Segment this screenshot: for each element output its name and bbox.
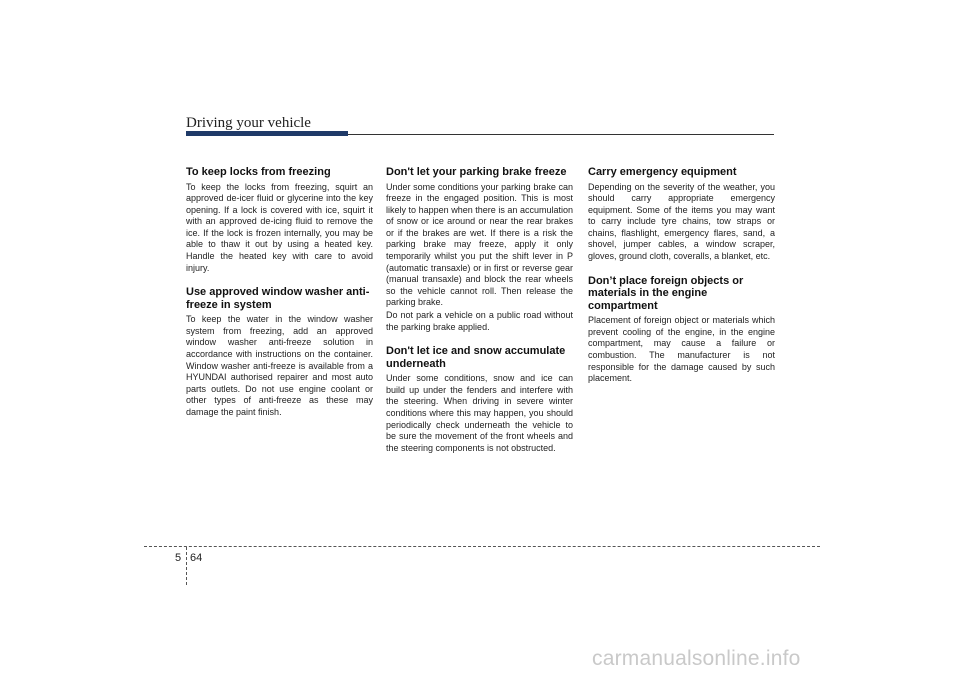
section-body-washer-antifreeze: To keep the water in the window washer system from freezing, add an approved window washer anti-freeze solution in accordance with instructions on the container. Window washer anti-freeze is available from a HYUNDAI authorised repairer and most auto parts outlets. Do not use engine coolant or other types of anti-freeze as these may damage the paint finish. xyxy=(186,314,373,417)
page-number: 64 xyxy=(190,552,203,564)
section-body-emergency-equipment: Depending on the severity of the weather, you should carry appropriate emergency equipment. Some of the items you may want to carry include tyre chains, tow straps or chains, flashlight, emergency flares, sand, a shovel, jumper cables, a window scraper, gloves, ground cloth, coveralls, a blanket, etc. xyxy=(588,181,775,262)
footer-divider xyxy=(186,547,187,585)
section-body-parking-brake-note: Do not park a vehicle on a public road without the parking brake applied. xyxy=(386,310,573,332)
section-body-foreign-objects: Placement of foreign object or materials which prevent cooling of the engine, in the engine compartment, may cause a failure or combustion. The manufacturer is not responsible for the damage caused by such placement. xyxy=(588,315,775,384)
footer-rule xyxy=(144,546,820,547)
header-accent-bar xyxy=(186,131,348,136)
section-heading-washer-antifreeze: Use approved window washer anti-freeze in system xyxy=(186,286,370,311)
section-body-locks-freezing: To keep the locks from freezing, squirt an approved de-icer fluid or glycerine into the key opening. If a lock is covered with ice, squirt it with an approved de-icing fluid to remove the ice. If the lock is frozen internally, you may be able to thaw it out by using a heated key. Handle the heated key with care to avoid injury. xyxy=(186,181,373,273)
section-body-ice-snow: Under some conditions, snow and ice can build up under the fenders and interfere with the steering. When driving in severe winter conditions where this may happen, you should periodically check underneath the vehicle to be sure the movement of the front wheels and the steering components is not obstructed. xyxy=(386,373,573,453)
chapter-number: 5 xyxy=(175,552,182,564)
text-column-2 xyxy=(386,166,573,466)
section-heading-foreign-objects: Don’t place foreign objects or materials in the engine compartment xyxy=(588,274,744,312)
section-heading-locks-freezing: To keep locks from freezing xyxy=(186,166,331,178)
header-rule xyxy=(348,134,774,135)
text-column-3 xyxy=(588,166,775,397)
section-heading-ice-snow: Don't let ice and snow accumulate underneath xyxy=(386,345,566,370)
watermark: carmanualsonline.info xyxy=(592,647,801,670)
section-body-parking-brake: Under some conditions your parking brake can freeze in the engaged position. This is most likely to happen when there is an accumulation of snow or ice around or near the rear brakes or if the brakes are wet. If there is a risk the parking brake may freeze, apply it only temporarily whilst you put the shift lever in P (automatic transaxle) or in first or reverse gear (manual transaxle) and block the rear wheels so the vehicle cannot roll. Then release the parking brake. xyxy=(386,181,573,308)
section-heading-parking-brake: Don't let your parking brake freeze xyxy=(386,166,567,178)
page-header-title: Driving your vehicle xyxy=(186,115,311,131)
section-heading-emergency-equipment: Carry emergency equipment xyxy=(588,166,737,178)
text-column-1 xyxy=(186,166,373,431)
